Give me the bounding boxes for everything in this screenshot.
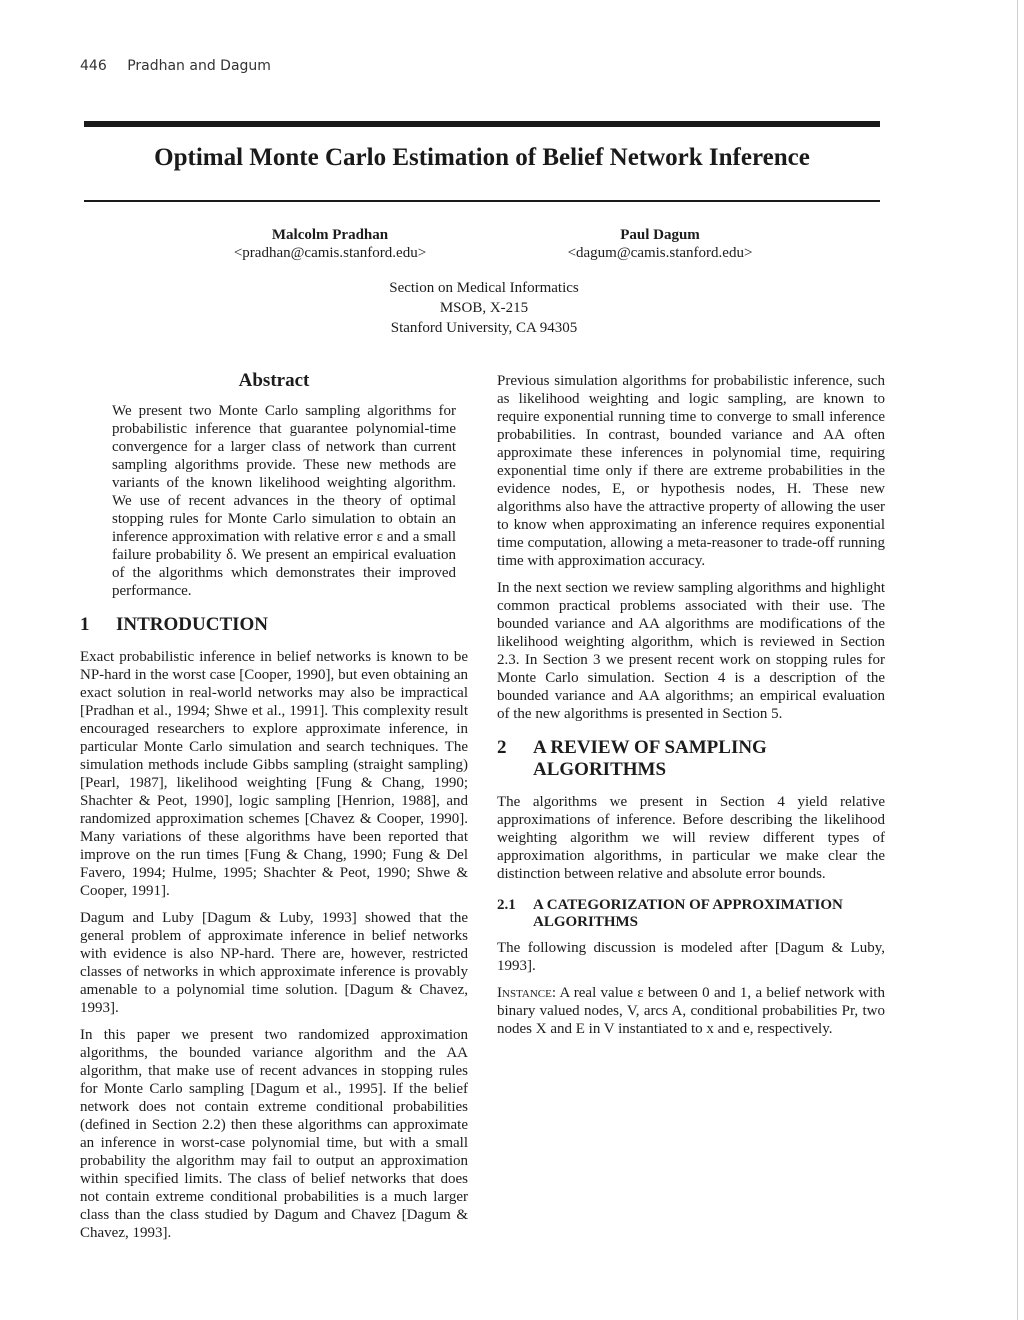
subsection-number: 2.1: [497, 897, 516, 913]
abstract: [80, 372, 468, 600]
section-title: A REVIEW OF SAMPLING ALGORITHMS: [533, 737, 767, 780]
affiliation-line: Stanford University, CA 94305: [390, 320, 578, 336]
running-head: [80, 58, 271, 74]
abstract-text: We present two Monte Carlo sampling algorithms for probabilistic inference that guarantee polynomial-time convergence for a larger class of network than current sampling algorithms provide. These new methods are variants of the known likelihood weighting algorithm. We use of recent advances in the theory of optimal stopping rules for Monte Carlo simulation to obtain an inference approximation with relative error ε and a small failure probability δ. We present an empirical evaluation of the algorithms which demonstrates their improved performance.: [112, 403, 456, 599]
body-paragraph: In this paper we present two randomized approximation algorithms, the bounded variance algorithm and the AA algorithm, that make use of recent advances in stopping rules for Monte Carlo sampling [Dagum et al., 1995]. If the belief network does not contain extreme conditional probabilities (defined in Section 2.2) then these algorithms can approximate an inference in worst-case polynomial time, but with a small probability the algorithm may fail to output an approximation within specified limits. The class of belief networks that does not contain extreme conditional probabilities is a much larger class than the class studied by Dagum and Chavez [Dagum & Chavez, 1993].: [80, 1027, 468, 1241]
body-paragraph: Previous simulation algorithms for probabilistic inference, such as likelihood weighting and logic sampling, are known to require exponential running time to converge to small inference probabilities. In contrast, bounded variance and AA often approximate these inferences in polynomial time, requiring exponential time only if there are extreme probabilities in the evidence nodes, E, or hypothesis nodes, H. These new algorithms also have the attractive property of allowing the user to know when approximating an inference requires exponential time computation, allowing a meta-reasoner to trade-off running time with approximation accuracy.: [497, 373, 885, 569]
instance-text: A real value ε between 0 and 1, a belief network with binary valued nodes, V, arcs A, conditional probabilities Pr, two nodes X and E in V instantiated to x and e, respectively.: [497, 985, 885, 1037]
instance-definition: [497, 984, 885, 1038]
author-email: <dagum@camis.stanford.edu>: [567, 245, 753, 261]
title-rule-bottom: [84, 200, 880, 202]
section-heading-review: [497, 737, 885, 781]
title-rule-top: [84, 121, 880, 127]
body-paragraph: The following discussion is modeled after [Dagum & Luby, 1993].: [497, 940, 885, 974]
right-column: [497, 372, 885, 1047]
left-column: [80, 372, 468, 1251]
affiliation-line: Section on Medical Informatics: [389, 280, 579, 296]
section-title: INTRODUCTION: [116, 614, 269, 635]
paper-title: Optimal Monte Carlo Estimation of Belief Network Inference: [154, 144, 810, 171]
author-name: Paul Dagum: [620, 227, 700, 243]
instance-label: Instance:: [497, 985, 557, 1001]
section-heading-introduction: [80, 614, 468, 636]
affiliation-line: MSOB, X-215: [439, 300, 529, 316]
subsection-title: A CATEGORIZATION OF APPROXIMATION ALGORITHMS: [533, 897, 843, 930]
running-head-title: Pradhan and Dagum: [127, 58, 271, 74]
author-block-2: [530, 226, 790, 262]
body-paragraph: In the next section we review sampling algorithms and highlight common practical problems associated with their use. The bounded variance and AA algorithms are modifications of the likelihood weighting algorithm, which is reviewed in Section 2.3. In Section 3 we present recent work on stopping rules for Monte Carlo simulation. Section 4 is a description of the bounded variance and AA algorithms; an empirical evaluation of the new algorithms is presented in Section 5.: [497, 580, 885, 722]
page-number: 446: [80, 58, 107, 74]
author-name: Malcolm Pradhan: [271, 227, 389, 243]
body-paragraph: The algorithms we present in Section 4 yield relative approximations of inference. Before describing the likelihood weighting algorithm we will review different types of approximation algorithms, in particular we make clear the distinction between relative and absolute error bounds.: [497, 794, 885, 882]
body-paragraph: Dagum and Luby [Dagum & Luby, 1993] showed that the general problem of approximate inference in belief networks with evidence is also NP-hard. There are, however, restricted classes of networks in which approximate inference is provably amenable to a polynomial time solution. [Dagum & Chavez, 1993].: [80, 910, 468, 1016]
section-number: 1: [80, 614, 90, 635]
abstract-heading: Abstract: [238, 370, 310, 391]
section-number: 2: [497, 737, 507, 758]
body-paragraph: Exact probabilistic inference in belief networks is known to be NP-hard in the worst case [Cooper, 1990], but even obtaining an exact solution in real-world networks may also be impractical [Pradhan et al., 1994; Shwe et al., 1991]. This complexity result encouraged researchers to explore approximate inference, in particular Monte Carlo simulation and search techniques. The simulation methods include Gibbs sampling (straight sampling) [Pearl, 1987], likelihood weighting [Fung & Chang, 1990; Shachter & Peot, 1990], logic sampling [Henrion, 1988], and randomized approximation schemes [Chavez & Cooper, 1990]. Many variations of these algorithms have been reported that improve on the run times [Fung & Chang, 1990; Fung & Del Favero, 1994; Hulme, 1995; Shachter & Peot, 1990; Shwe & Cooper, 1991].: [80, 649, 468, 899]
author-email: <pradhan@camis.stanford.edu>: [233, 245, 427, 261]
affiliation: [284, 278, 684, 338]
author-block-1: [210, 226, 450, 262]
subsection-heading: [497, 897, 885, 931]
page-edge: [1017, 0, 1018, 1320]
